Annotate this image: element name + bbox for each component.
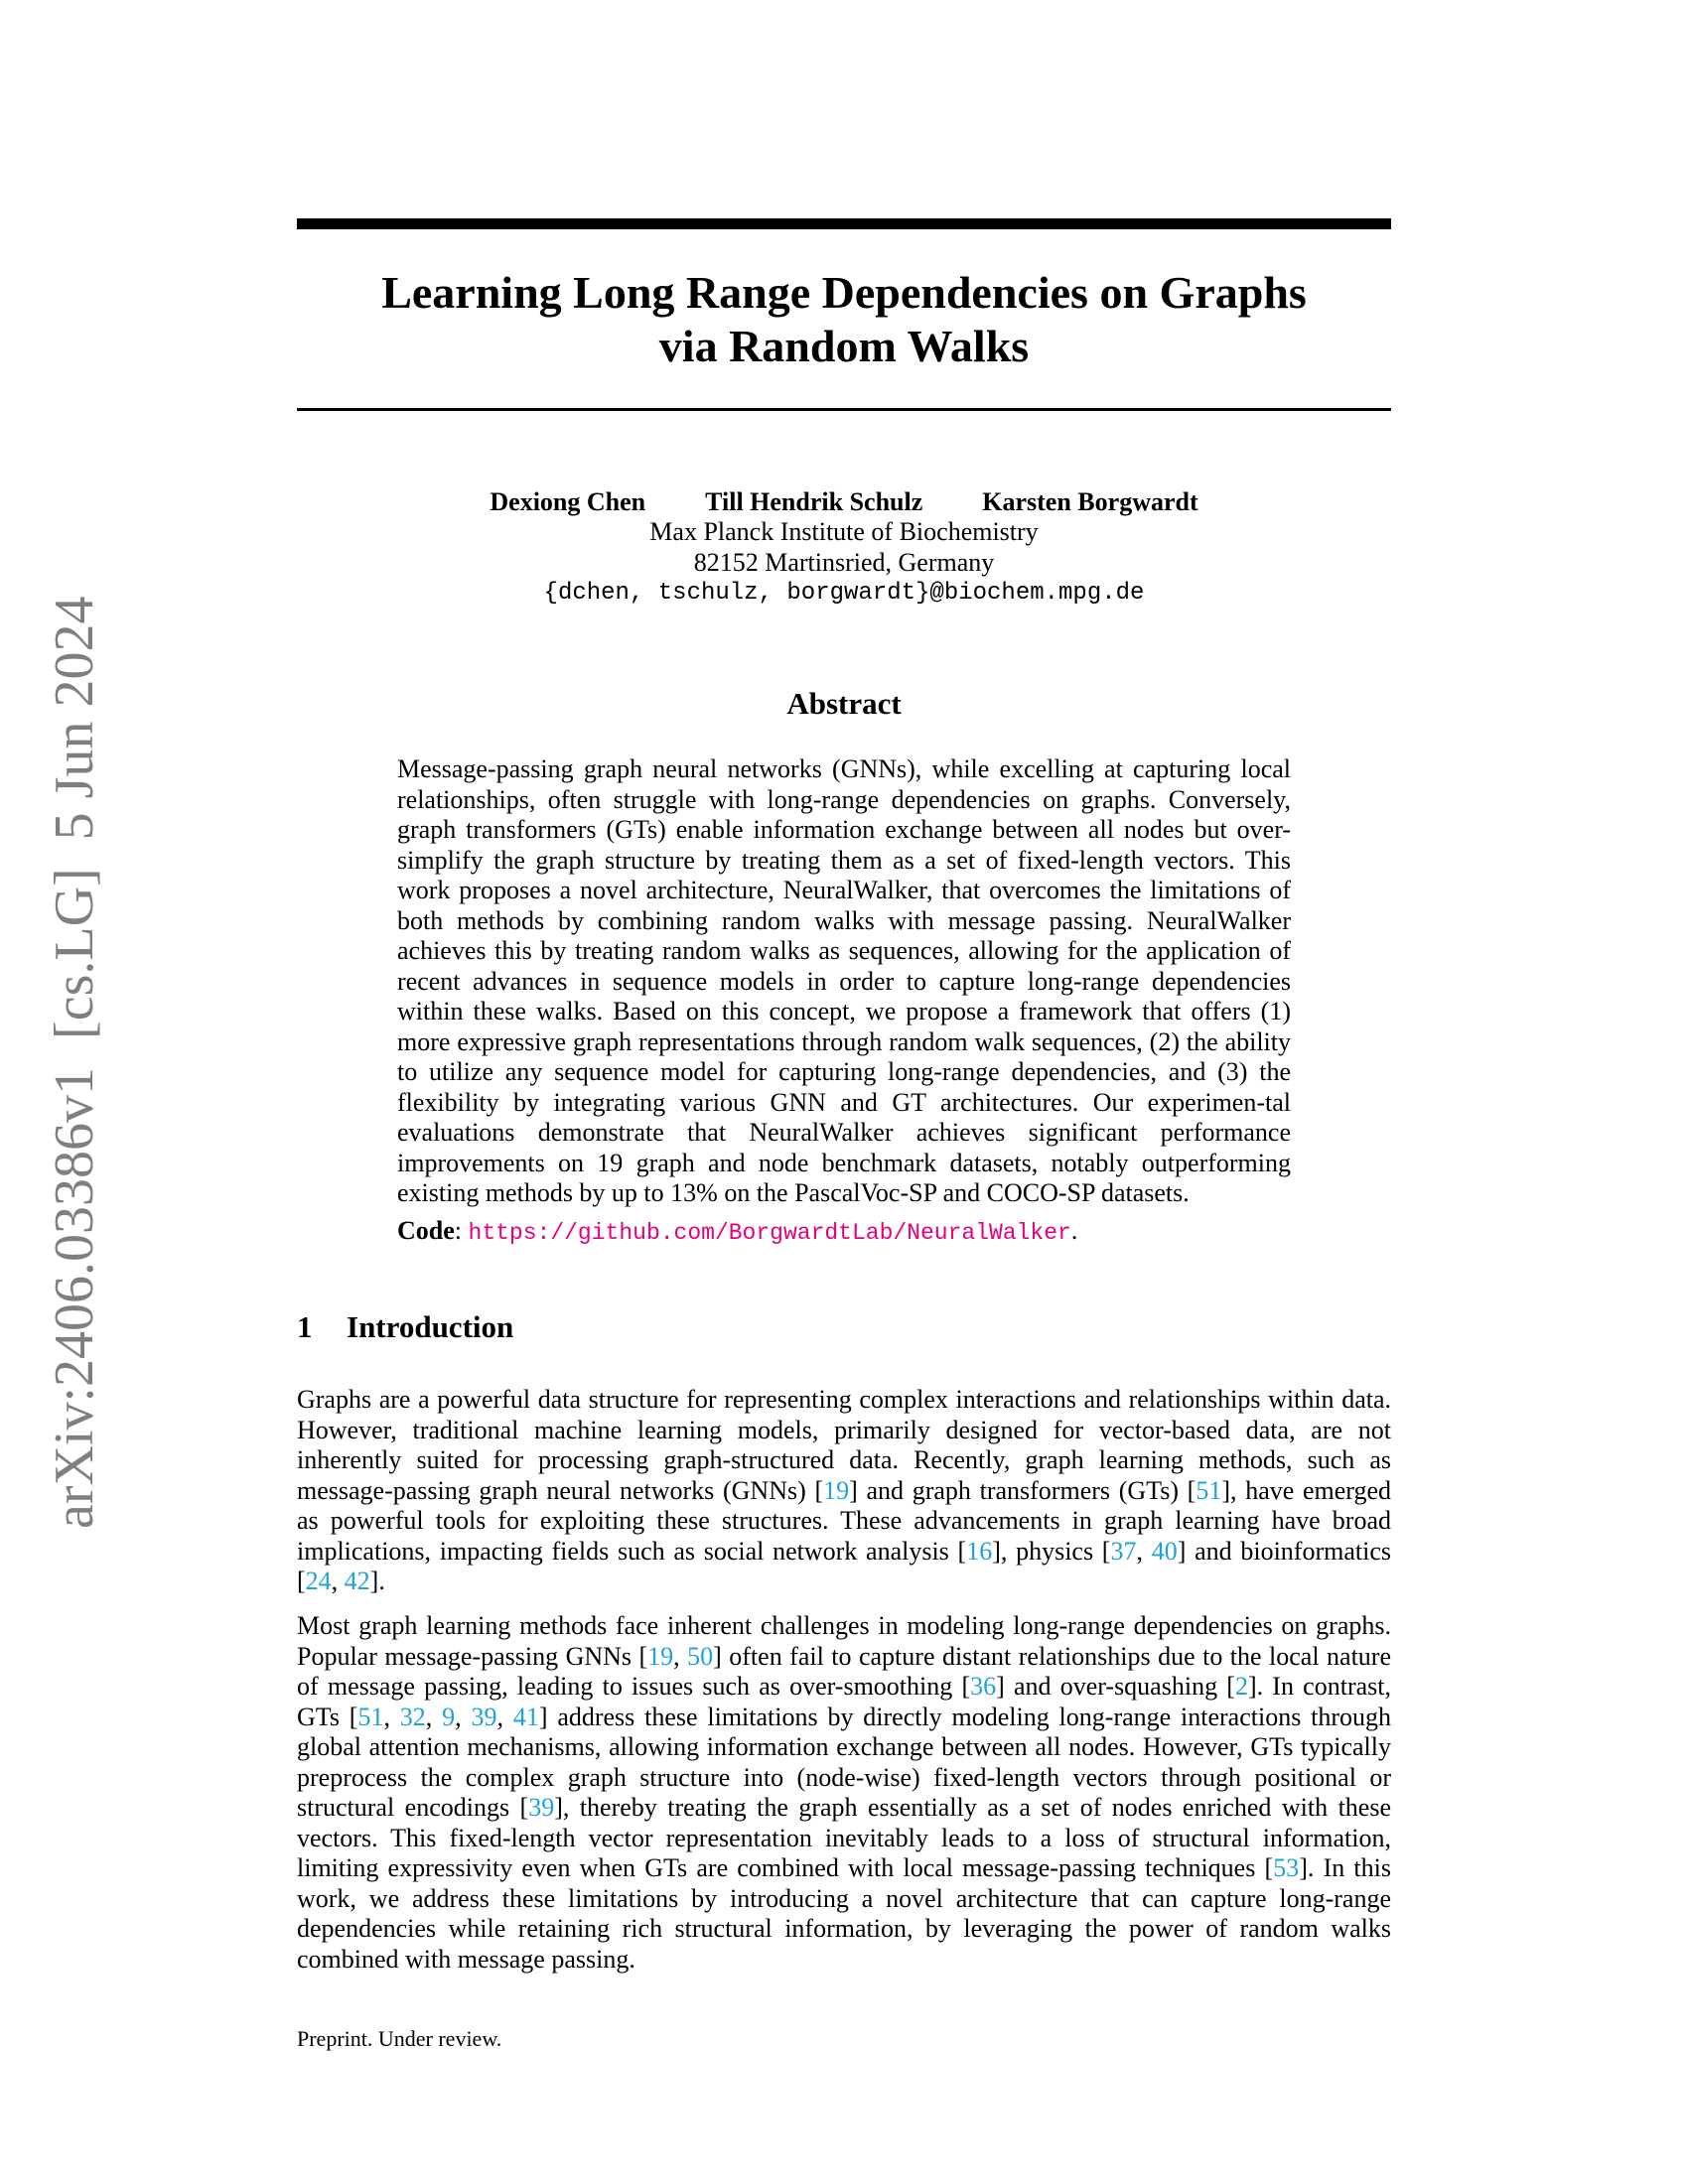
text-run: Most graph learning methods face inherent challenges in modeling long-range dependencies on graphs. Popular message-passing GNNs [: [297, 1611, 1391, 1671]
affiliation-institute: Max Planck Institute of Biochemistry: [649, 517, 1039, 546]
intro-paragraph-2: [297, 1611, 1391, 1975]
text-run: ], thereby treating the graph essentially as a set of nodes enriched with these vectors. This fixed-length vector representation inevitably leads to a loss of structural information, limiting expressivity even when GTs are combined with local message-passing techniques [: [297, 1793, 1392, 1882]
text-run: ,: [496, 1702, 513, 1731]
citation-link[interactable]: 24: [305, 1567, 332, 1595]
text-run: Graphs are a powerful data structure for representing complex interactions and relationships within data. However, traditional machine learning models, primarily designed for vector-based data, are not inherently suited for processing graph-structured data. Recently, graph learning methods, such as message-passing graph neural networks (GNNs) [: [297, 1385, 1391, 1505]
text-run: ] and graph transformers (GTs) [: [849, 1475, 1196, 1505]
citation-link[interactable]: 50: [687, 1641, 714, 1671]
text-run: ], have emerged as powerful tools for exploiting these structures. These advancements in graph learning have broad implications, impacting fields such as social network analysis [: [297, 1475, 1392, 1566]
text-run: ]. In this work, we address these limitations by introducing a novel architecture that can capture long-range dependencies while retaining rich structural information, by leveraging the power of random walks combined with message passing.: [297, 1853, 1391, 1974]
title-top-rule: [297, 218, 1391, 229]
text-run: ] and bioinformatics [: [297, 1536, 1391, 1595]
author-name: Dexiong Chen: [490, 487, 646, 516]
text-run: ,: [331, 1567, 345, 1595]
citation-link[interactable]: 19: [647, 1641, 674, 1671]
citation-link[interactable]: 42: [344, 1567, 370, 1595]
preprint-footnote: Preprint. Under review.: [297, 2026, 502, 2051]
title-bottom-rule: [297, 408, 1391, 411]
code-availability: Code: https://github.com/BorgwardtLab/NeuralWalker.: [397, 1216, 1078, 1246]
arxiv-identifier-stamp: arXiv:2406.03386v1 [cs.LG] 5 Jun 2024: [44, 596, 105, 1529]
section-heading-introduction: [297, 1308, 513, 1346]
author-emails: {dchen, tschulz, borgwardt}@biochem.mpg.de: [543, 580, 1145, 607]
citation-link[interactable]: 16: [966, 1536, 993, 1566]
code-label: Code: [397, 1216, 455, 1245]
title-line-1: Learning Long Range Dependencies on Graphs: [381, 267, 1307, 318]
text-run: ,: [1136, 1536, 1152, 1566]
abstract-text: Message-passing graph neural networks (GNNs), while excelling at capturing local relationships, often struggle with long-range dependencies on graphs. Conversely, graph transformers (GTs) enable information exchange between all nodes but over-simplify the graph structure by treating them as a set of fixed-length vectors. This work proposes a novel architecture, NeuralWalker, that overcomes the limitations of both methods by combining random walks with message passing. NeuralWalker achieves this by treating random walks as sequences, allowing for the application of recent advances in sequence models in order to capture long-range dependencies within these walks. Based on this concept, we propose a framework that offers (1) more expressive graph representations through random walk sequences, (2) the ability to utilize any sequence model for capturing long-range dependencies, and (3) the flexibility by integrating various GNN and GT architectures. Our experimen-tal evaluations demonstrate that NeuralWalker achieves significant performance improvements on 19 graph and node benchmark datasets, notably outperforming existing methods by up to 13% on the PascalVoc-SP and COCO-SP datasets.: [397, 754, 1291, 1207]
citation-link[interactable]: 39: [528, 1793, 555, 1822]
citation-link[interactable]: 2: [1234, 1672, 1248, 1701]
text-run: ,: [455, 1702, 472, 1731]
citation-link[interactable]: 32: [399, 1702, 426, 1731]
text-run: ], physics [: [992, 1536, 1111, 1566]
text-run: ] often fail to capture distant relationships due to the local nature of message passing, leading to issues such as over-smoothing [: [297, 1641, 1392, 1701]
abstract-heading: Abstract: [786, 686, 902, 721]
citation-link[interactable]: 36: [970, 1672, 997, 1701]
citation-link[interactable]: 41: [512, 1702, 539, 1731]
text-run: ]. In contrast, GTs [: [297, 1672, 1391, 1731]
intro-paragraph-1: [297, 1385, 1391, 1597]
author-list: [297, 486, 1391, 518]
text-run: ,: [383, 1702, 400, 1731]
text-run: ,: [673, 1641, 688, 1671]
citation-link[interactable]: 51: [1196, 1475, 1222, 1505]
paper-title: [297, 266, 1391, 373]
code-repository-link[interactable]: https://github.com/BorgwardtLab/NeuralWalker: [468, 1220, 1071, 1246]
author-name: Karsten Borgwardt: [982, 487, 1198, 516]
affiliation-address: 82152 Martinsried, Germany: [693, 548, 995, 577]
text-run: ,: [425, 1702, 443, 1731]
citation-link[interactable]: 9: [442, 1702, 456, 1731]
section-title: Introduction: [347, 1309, 514, 1344]
text-run: ] address these limitations by directly modeling long-range interactions through global attention mechanisms, allowing information exchange between all nodes. However, GTs typically preprocess the complex graph structure into (node-wise) fixed-length vectors through positional or structural encodings [: [297, 1702, 1392, 1822]
text-run: ].: [369, 1567, 385, 1595]
text-run: ] and over-squashing [: [996, 1672, 1235, 1701]
title-line-2: via Random Walks: [658, 321, 1030, 371]
citation-link[interactable]: 37: [1110, 1536, 1137, 1566]
citation-link[interactable]: 53: [1273, 1853, 1300, 1882]
affiliation-block: [297, 516, 1391, 609]
author-name: Till Hendrik Schulz: [705, 487, 923, 516]
citation-link[interactable]: 40: [1151, 1536, 1178, 1566]
citation-link[interactable]: 39: [471, 1702, 497, 1731]
citation-link[interactable]: 19: [823, 1475, 850, 1505]
section-number: 1: [297, 1309, 313, 1344]
citation-link[interactable]: 51: [357, 1702, 384, 1731]
